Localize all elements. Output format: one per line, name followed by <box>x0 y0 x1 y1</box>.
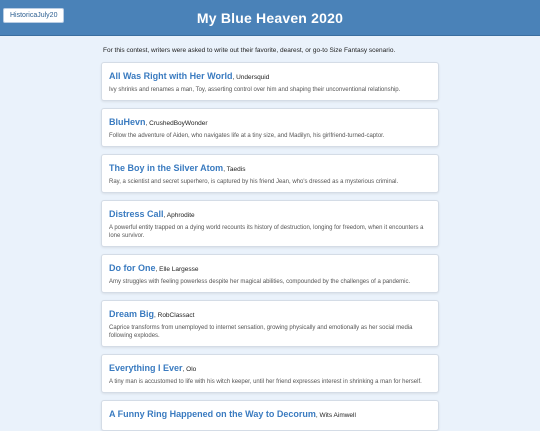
story-title-link[interactable]: Distress Call <box>109 209 164 219</box>
page-title: My Blue Heaven 2020 <box>196 9 344 26</box>
story-title-link[interactable]: Dream Big <box>109 309 155 319</box>
story-author: , Taedis <box>223 166 246 173</box>
intro-text: For this contest, writers were asked to write out their favorite, dearest, or go-to Size Fantasy scenario. <box>103 47 396 54</box>
story-card <box>101 354 439 393</box>
story-author: , RobClassact <box>154 312 195 319</box>
story-author: , Elle Largesse <box>155 266 199 273</box>
story-card <box>101 62 439 101</box>
main-content <box>101 36 439 431</box>
story-card <box>101 108 439 147</box>
story-description: Caprice transforms from unemployed to internet sensation, growing physically and emotionally as her social media following explodes. <box>109 325 413 339</box>
story-description: Ray, a scientist and secret superhero, is captured by his friend Jean, who's dressed as a mysterious criminal. <box>109 179 399 185</box>
story-card <box>101 200 439 247</box>
story-card <box>101 300 439 347</box>
story-card <box>101 254 439 293</box>
story-title-link[interactable]: All Was Right with Her World <box>109 71 233 81</box>
story-author: , Aphrodite <box>163 212 195 219</box>
story-description: A powerful entity trapped on a dying world recounts its history of destruction, longing for freedom, when it encounters a lone survivor. <box>109 225 424 239</box>
story-author: , Wits Aimwell <box>315 412 356 419</box>
story-title-link[interactable]: Everything I Ever <box>109 363 183 373</box>
header-bar <box>0 0 540 36</box>
story-description: Amy struggles with feeling powerless despite her magical abilities, compounded by the challenges of a pandemic. <box>109 279 411 285</box>
story-title-link[interactable]: A Funny Ring Happened on the Way to Decorum <box>109 409 316 419</box>
story-description: Ivy shrinks and renames a man, Toy, asserting control over him and shaping their unconventional relationship. <box>109 87 401 93</box>
story-description: Follow the adventure of Aiden, who navigates life at a tiny size, and Madilyn, his girlfriend-turned-captor. <box>109 133 385 139</box>
story-author: , Olo <box>182 366 197 373</box>
story-author: , CrushedBoyWonder <box>145 120 208 127</box>
story-title-link[interactable]: The Boy in the Silver Atom <box>109 163 224 173</box>
story-author: , Undersquid <box>232 74 270 81</box>
story-card <box>101 154 439 193</box>
story-title-link[interactable]: BluHevn <box>109 117 146 127</box>
back-button[interactable]: HistoricaJuly20 <box>3 8 64 23</box>
story-title-link[interactable]: Do for One <box>109 263 156 273</box>
story-description: A tiny man is accustomed to life with his witch keeper, until her friend expresses interest in shrinking a man for herself. <box>109 379 422 385</box>
